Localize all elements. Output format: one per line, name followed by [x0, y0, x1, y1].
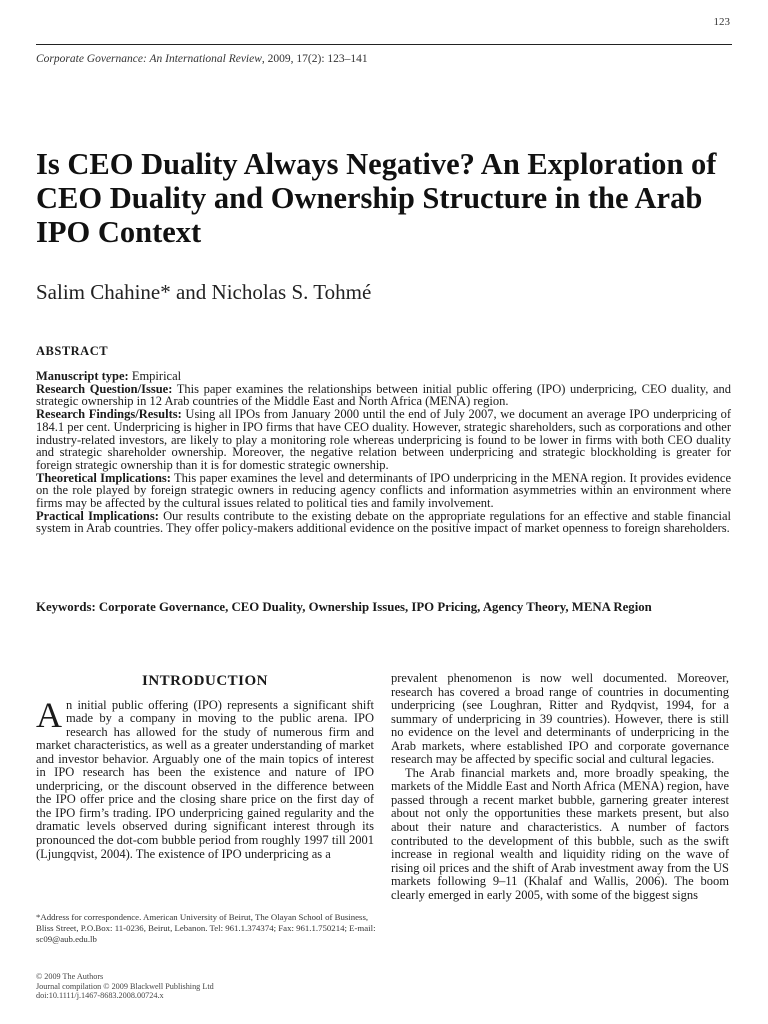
- introduction-heading: INTRODUCTION: [141, 673, 268, 689]
- body-paragraph: The Arab financial markets and, more broadly speaking, the markets of the Middle East and North Africa (MENA) region, have passed through a recent market bubble, garnering greater interest about not only the opportunities these markets present, but also about their nature and characteristics. A number of factors contributed to the development of this bubble, such as the swift increase in regional wealth and liquidity riding on the wave of rising oil prices and the shift of Arab investment away from the US markets following 9–11 (Khalaf and Wallis, 2006). The boom clearly emerged in early 2005, with some of the biggest signs: [391, 765, 729, 902]
- left-column: [36, 672, 374, 861]
- abstract-item-label: Manuscript type:: [36, 369, 129, 383]
- abstract-item-label: Research Findings/Results:: [36, 407, 182, 422]
- abstract-heading: ABSTRACT: [36, 344, 109, 358]
- abstract-item-label: Research Question/Issue:: [36, 381, 173, 396]
- intro-paragraph-text: n initial public offering (IPO) represents a significant shift made by a company in moving to the public arena. IPO research has allowed for the study of numerous firm and market characteristics, as well as a greater understanding of market and investor behavior. Arguably one of the main topics of interest in IPO research has been the existence and nature of IPO underpricing, or the discount observed in the difference between the IPO offer price and the closing share price on the first day of the IPO firm’s trading. IPO underpricing gained regularity and the dramatic levels observed during significant interest through its pronounced the dot-com bubble period from roughly 1997 till 2001 (Ljungqvist, 2004). The existence of IPO underpricing as a: [36, 697, 374, 861]
- doi: doi:10.1111/j.1467-8683.2008.00724.x: [36, 991, 164, 1000]
- abstract-item-text: This paper examines the level and determinants of IPO underpricing in the MENA region. It provides evidence on the role played by foreign strategic owners in reducing agency conflicts and information asymmetries within an environment where firms may be affected by the cultural issues related to political ties and family involvement.: [36, 470, 731, 511]
- article-title: Is CEO Duality Always Negative? An Exploration of CEO Duality and Ownership Structure in the Arab IPO Context: [36, 147, 717, 249]
- copyright-publisher: Journal compilation © 2009 Blackwell Publishing Ltd: [36, 981, 214, 991]
- authors: Salim Chahine* and Nicholas S. Tohmé: [36, 280, 372, 304]
- abstract-item: [36, 383, 731, 408]
- abstract-item-label: Practical Implications:: [36, 508, 159, 523]
- header-rule: [36, 44, 732, 45]
- keywords: Keywords: Corporate Governance, CEO Duality, Ownership Issues, IPO Pricing, Agency Theory, MENA Region: [36, 600, 652, 614]
- journal-name: Corporate Governance: An International Review: [36, 53, 262, 65]
- right-column: [391, 672, 729, 902]
- copyright-block: [36, 972, 214, 1001]
- abstract-item-text: Our results contribute to the existing debate on the appropriate regulations for an effective and stable financial system in Arab countries. They offer policy-makers additional evidence on the positive impact of market openness to foreign shareholders.: [36, 508, 731, 536]
- abstract-item-text: Empirical: [128, 369, 182, 383]
- abstract-item: [36, 472, 731, 510]
- journal-citation: [36, 53, 368, 65]
- abstract-body: [36, 370, 731, 535]
- abstract-item-label: Theoretical Implications:: [36, 470, 171, 485]
- drop-cap: A: [36, 694, 62, 735]
- body-paragraph: prevalent phenomenon is now well documented. Moreover, research has covered a broad range of countries in documenting underpricing (see Loughran, Ritter and Rydqvist, 1994, for a summary of underpricing in 39 countries). However, there is still no evidence on the level and determinants of underpricing in the Arab markets, where established IPO and corporate governance research may be affected by specific social and cultural legacies.: [391, 671, 729, 767]
- copyright-authors: © 2009 The Authors: [36, 972, 104, 981]
- abstract-item: [36, 408, 731, 472]
- page-number: 123: [713, 16, 730, 28]
- abstract-item-text: Using all IPOs from January 2000 until the end of July 2007, we document an average IPO underpricing of 184.1 per cent. Underpricing is higher in IPO firms that have CEO duality. However, strategic shareholders, such as corporations and other industry-related investors, are likely to play a monitoring role whereas underpricing is found to be lower in firms with both CEO duality and strategic shareholder ownership. Moreover, the negative relation between underpricing and strategic blockholding is greater for foreign strategic ownership than it is for domestic strategic ownership.: [36, 407, 731, 472]
- intro-paragraph: [36, 694, 374, 862]
- correspondence-footnote: *Address for correspondence. American University of Beirut, The Olayan School of Business, Bliss Street, P.O.Box: 11-0236, Beirut, Lebanon. Tel: 961.1.374374; Fax: 961.1.750214; E-mail: sc09@aub.edu.lb: [36, 912, 376, 944]
- journal-volume: , 2009, 17(2): 123–141: [261, 53, 368, 65]
- abstract-item: [36, 510, 731, 535]
- abstract-item-text: This paper examines the relationships between initial public offering (IPO) underpricing, CEO duality, and strategic ownership in 12 Arab countries of the Middle East and North Africa (MENA) region.: [36, 381, 732, 409]
